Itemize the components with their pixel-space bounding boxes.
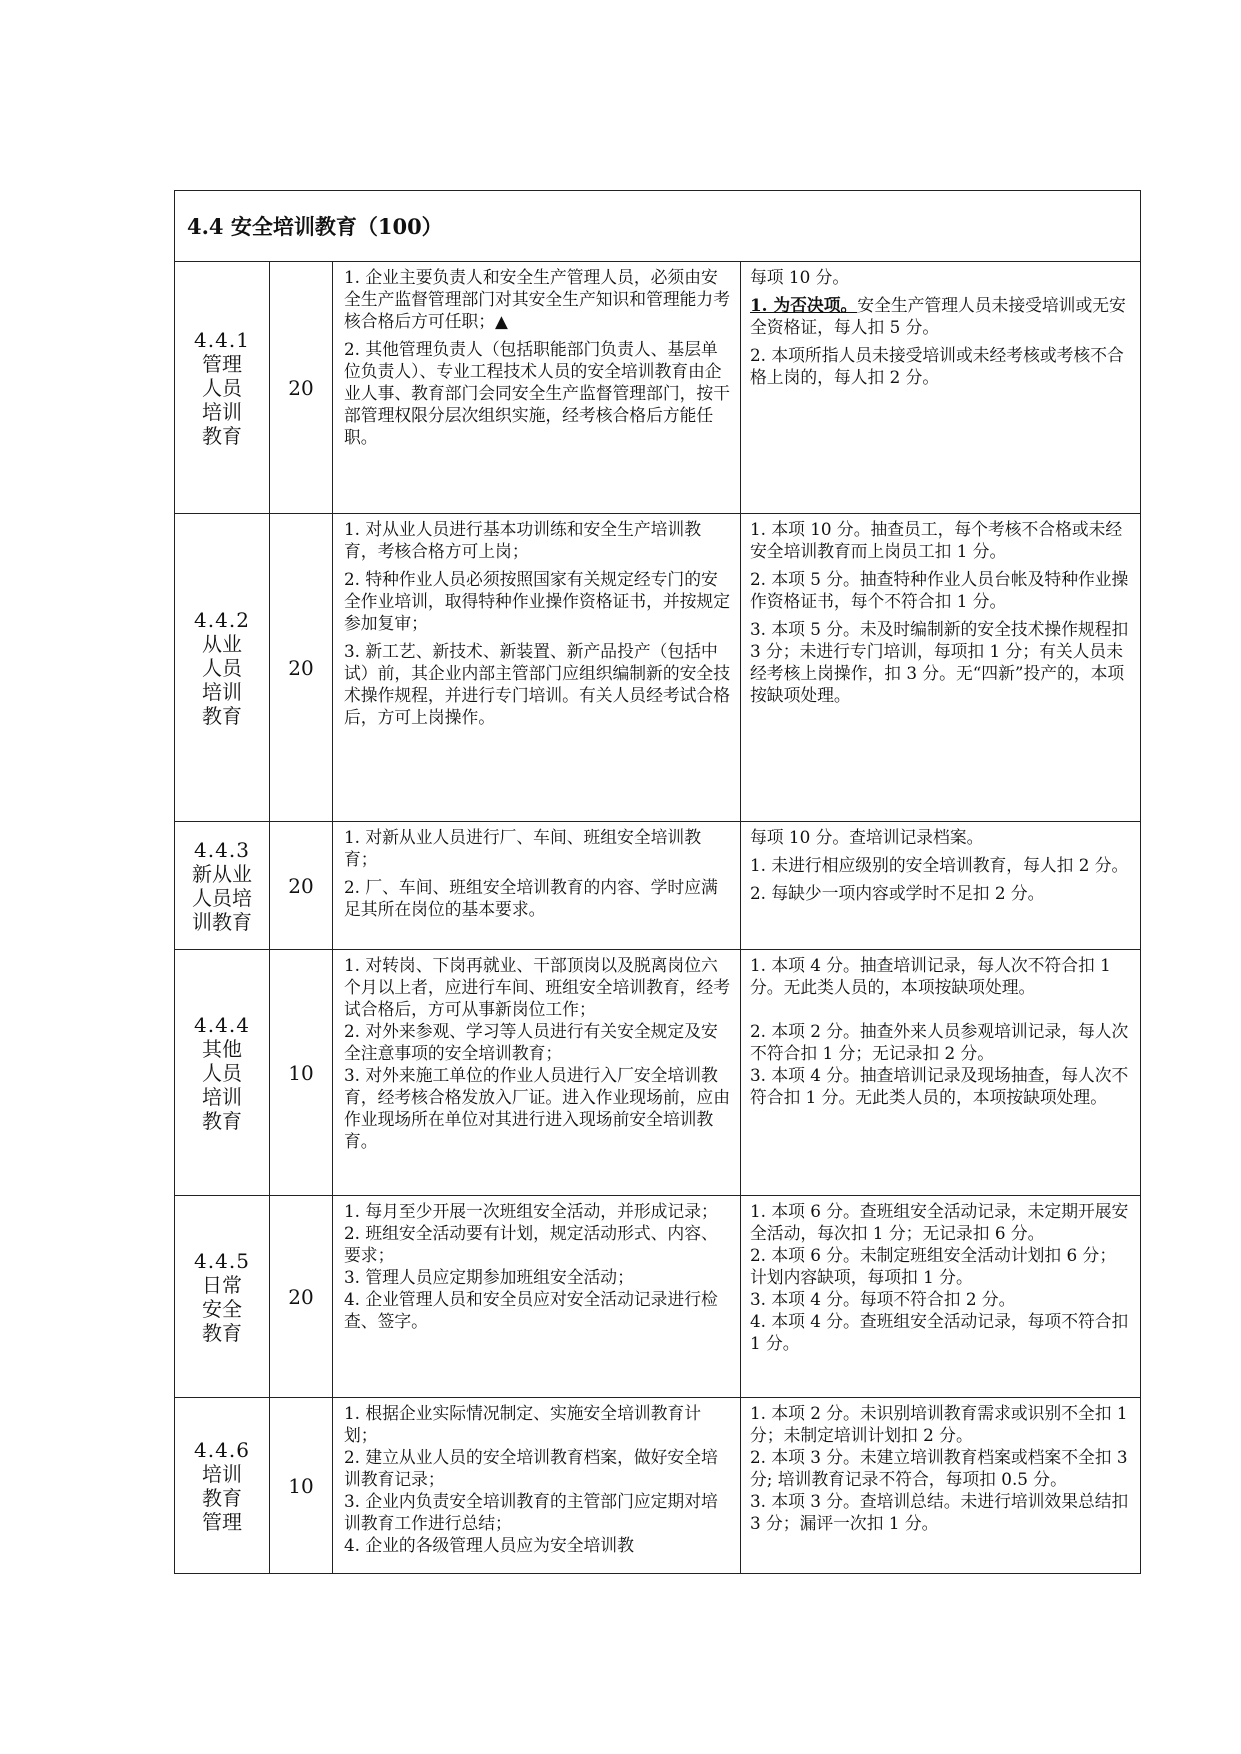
item-name-line: 培训 (202, 1084, 242, 1109)
evaluation-cell (741, 822, 1141, 950)
evaluation-cell (741, 1398, 1141, 1574)
standard-cell (333, 822, 741, 950)
standard-item: 2. 建立从业人员的安全培训教育档案，做好安全培训教育记录； (344, 1447, 718, 1489)
item-name-line: 训教育 (192, 909, 252, 934)
standard-item: 4. 企业管理人员和安全员应对安全活动记录进行检查、签字。 (344, 1289, 718, 1331)
evaluation-veto (750, 294, 1131, 338)
standard-cell (333, 950, 741, 1196)
item-name-line: 管理 (202, 351, 242, 376)
evaluation-item: 1. 未进行相应级别的安全培训教育，每人扣 2 分。 (750, 855, 1129, 875)
standard-cell (333, 1196, 741, 1398)
item-name-line: 教育 (202, 423, 242, 448)
standard-item: 2. 班组安全活动要有计划，规定活动形式、内容、要求； (344, 1223, 718, 1265)
evaluation-item: 3. 本项 4 分。每项不符合扣 2 分。 (750, 1289, 1016, 1309)
item-name-line: 人员 (202, 655, 242, 680)
item-cell (175, 1196, 270, 1398)
item-number: 4.4.4 (194, 1012, 250, 1037)
standard-item: 3. 管理人员应定期参加班组安全活动； (344, 1267, 634, 1287)
standard-item: 1. 对转岗、下岗再就业、干部顶岗以及脱离岗位六个月以上者，应进行车间、班组安全培训教育，经考试合格后，方可从事新岗位工作； (344, 955, 730, 1019)
standard-cell (333, 1398, 741, 1574)
item-name-line: 从业 (202, 631, 242, 656)
item-cell (175, 514, 270, 822)
standard-item: 1. 对新从业人员进行厂、车间、班组安全培训教育； (344, 827, 701, 869)
item-cell (175, 262, 270, 514)
item-name-line: 其他 (202, 1036, 242, 1061)
score-cell: 20 (270, 822, 333, 950)
item-name-line: 培训 (202, 399, 242, 424)
item-name-line: 教育 (202, 1485, 242, 1510)
standard-item: 2. 其他管理负责人（包括职能部门负责人、基层单位负责人）、专业工程技术人员的安全培训教育由企业人事、教育部门会同安全生产监督管理部门，按干部管理权限分层次组织实施，经考核合格后方能任职。 (344, 339, 730, 447)
standard-item: 2. 对外来参观、学习等人员进行有关安全规定及安全注意事项的安全培训教育； (344, 1021, 718, 1063)
standard-item: 1. 根据企业实际情况制定、实施安全培训教育计划； (344, 1403, 701, 1445)
item-name-line: 人员 (202, 1060, 242, 1085)
standard-item: 3. 企业内负责安全培训教育的主管部门应定期对培训教育工作进行总结； (344, 1491, 718, 1533)
item-name-line: 安全 (202, 1296, 242, 1321)
table-row (175, 1196, 1141, 1398)
evaluation-item: 3. 本项 5 分。未及时编制新的安全技术操作规程扣 3 分；未进行专门培训，每项扣 1 分；有关人员未经考核上岗操作，扣 3 分。无“四新”投产的，本项按缺项处理。 (750, 619, 1129, 705)
evaluation-cell (741, 262, 1141, 514)
section-title: 4.4 安全培训教育（100） (187, 214, 443, 239)
table-row (175, 514, 1141, 822)
evaluation-item: 1. 本项 6 分。查班组安全活动记录，未定期开展安全活动，每次扣 1 分；无记录扣 6 分。 (750, 1201, 1129, 1243)
evaluation-item: 1. 本项 2 分。未识别培训教育需求或识别不全扣 1 分；未制定培训计划扣 2 分。 (750, 1403, 1128, 1445)
evaluation-item: 2. 本项 3 分。未建立培训教育档案或档案不全扣 3 分; 培训教育记录不符合，每项扣 0.5 分。 (750, 1447, 1128, 1489)
evaluation-item: 3. 本项 3 分。查培训总结。未进行培训效果总结扣 3 分；漏评一次扣 1 分。 (750, 1491, 1129, 1533)
standard-item: 2. 特种作业人员必须按照国家有关规定经专门的安全作业培训，取得特种作业操作资格证书，并按规定参加复审； (344, 569, 730, 633)
veto-text: 安全生产管理人员未接受培训或无安全资格证，每人扣 5 分。 (750, 295, 1126, 337)
score-cell: 20 (270, 1196, 333, 1398)
evaluation-cell (741, 950, 1141, 1196)
evaluation-item: 2. 本项所指人员未接受培训或未经考核或考核不合格上岗的，每人扣 2 分。 (750, 345, 1124, 387)
item-name-line: 管理 (202, 1509, 242, 1534)
item-name-line: 人员培 (192, 885, 252, 910)
table-row (175, 262, 1141, 514)
evaluation-item: 4. 本项 4 分。查班组安全活动记录，每项不符合扣 1 分。 (750, 1311, 1129, 1353)
standard-item: 1. 每月至少开展一次班组安全活动，并形成记录； (344, 1201, 718, 1221)
score-cell: 10 (270, 950, 333, 1196)
evaluation-item: 1. 本项 10 分。抽查员工，每个考核不合格或未经安全培训教育而上岗员工扣 1 分。 (750, 519, 1123, 561)
evaluation-table (174, 190, 1141, 1574)
standard-item: 3. 新工艺、新技术、新装置、新产品投产（包括中试）前，其企业内部主管部门应组织编制新的安全技术操作规程，并进行专门培训。有关人员经考试合格后，方可上岗操作。 (344, 641, 730, 727)
evaluation-cell (741, 1196, 1141, 1398)
standard-item: 1. 对从业人员进行基本功训练和安全生产培训教育，考核合格方可上岗； (344, 519, 701, 561)
item-number: 4.4.3 (194, 837, 250, 862)
table-row (175, 822, 1141, 950)
evaluation-table-sheet (174, 190, 1140, 1574)
table-row (175, 1398, 1141, 1574)
evaluation-cell (741, 514, 1141, 822)
evaluation-item: 2. 本项 2 分。抽查外来人员参观培训记录，每人次不符合扣 1 分；无记录扣 2 分。 (750, 1021, 1129, 1063)
section-title-cell (175, 191, 1141, 262)
score-cell: 20 (270, 514, 333, 822)
standard-item: 4. 企业的各级管理人员应为安全培训教 (344, 1535, 634, 1555)
evaluation-item: 1. 本项 4 分。抽查培训记录，每人次不符合扣 1 分。无此类人员的，本项按缺项处理。 (750, 955, 1111, 997)
spacer (750, 998, 1131, 1020)
item-cell (175, 822, 270, 950)
item-number: 4.4.6 (194, 1437, 250, 1462)
evaluation-item: 3. 本项 4 分。抽查培训记录及现场抽查，每人次不符合扣 1 分。无此类人员的，本项按缺项处理。 (750, 1065, 1129, 1107)
item-cell (175, 1398, 270, 1574)
item-name-line: 培训 (202, 679, 242, 704)
evaluation-item: 每项 10 分。查培训记录档案。 (750, 827, 984, 847)
evaluation-item: 2. 每缺少一项内容或学时不足扣 2 分。 (750, 883, 1045, 903)
item-name-line: 教育 (202, 703, 242, 728)
item-name-line: 日常 (202, 1272, 242, 1297)
item-number: 4.4.2 (194, 607, 250, 632)
evaluation-item: 2. 本项 5 分。抽查特种作业人员台帐及特种作业操作资格证书，每个不符合扣 1 分。 (750, 569, 1129, 611)
standard-item: 1. 企业主要负责人和安全生产管理人员，必须由安全生产监督管理部门对其安全生产知识和管理能力考核合格后方可任职；▲ (344, 267, 730, 331)
item-name-line: 人员 (202, 375, 242, 400)
item-name-line: 教育 (202, 1108, 242, 1133)
item-number: 4.4.5 (194, 1248, 250, 1273)
item-name-line: 新从业 (192, 861, 252, 886)
standard-item: 3. 对外来施工单位的作业人员进行入厂安全培训教育，经考核合格发放入厂证。进入作业现场前，应由作业现场所在单位对其进行进入现场前安全培训教育。 (344, 1065, 730, 1151)
standard-cell (333, 514, 741, 822)
veto-label: 1. 为否决项。 (750, 295, 858, 315)
section-header-row (175, 191, 1141, 262)
item-name-line: 培训 (202, 1461, 242, 1486)
item-number: 4.4.1 (194, 327, 250, 352)
standard-item: 2. 厂、车间、班组安全培训教育的内容、学时应满足其所在岗位的基本要求。 (344, 877, 718, 919)
score-cell: 10 (270, 1398, 333, 1574)
evaluation-item: 2. 本项 6 分。未制定班组安全活动计划扣 6 分；计划内容缺项，每项扣 1 分。 (750, 1245, 1117, 1287)
evaluation-intro: 每项 10 分。 (750, 267, 850, 287)
item-cell (175, 950, 270, 1196)
item-name-line: 教育 (202, 1320, 242, 1345)
score-cell: 20 (270, 262, 333, 514)
standard-cell (333, 262, 741, 514)
table-row (175, 950, 1141, 1196)
